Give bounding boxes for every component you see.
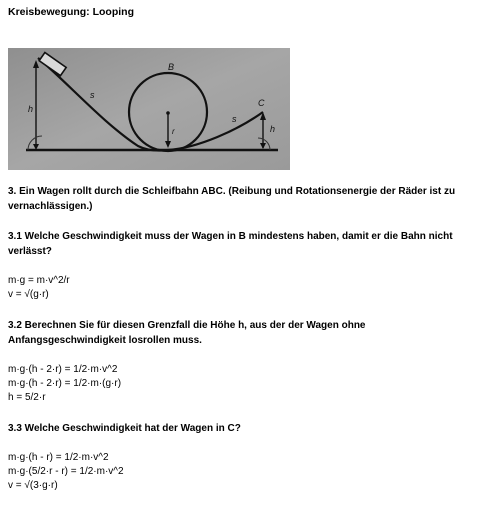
intro-line-1: 3. Ein Wagen rollt durch die Schleifbahn ABC. (Reibung und Rotationsenergie der Räder ist zu [8, 186, 456, 197]
answer-3-3-line-2: m·g·(5/2·r - r) = 1/2·m·v^2 [8, 466, 124, 477]
label-r: r [172, 127, 175, 136]
answer-3-1-line-1: m·g = m·v^2/r [8, 275, 70, 286]
answer-3-3-line-1: m·g·(h - r) = 1/2·m·v^2 [8, 452, 109, 463]
answer-3-1-line-2: v = √(g·r) [8, 289, 49, 300]
question-3-1-line-1: 3.1 Welche Geschwindigkeit muss der Wagen in B mindestens haben, damit er die Bahn nicht [8, 231, 453, 242]
question-3-3: 3.3 Welche Geschwindigkeit hat der Wagen in C? [8, 423, 241, 434]
label-b: B [168, 62, 175, 72]
question-3-2-line-1: 3.2 Berechnen Sie für diesen Grenzfall die Höhe h, aus der der Wagen ohne [8, 320, 366, 331]
question-3-1-line-2: verlässt? [8, 246, 52, 257]
label-h-left: h [28, 104, 34, 114]
page-title: Kreisbewegung: Looping [8, 6, 134, 18]
question-3-2-line-2: Anfangsgeschwindigkeit losrollen muss. [8, 335, 202, 346]
looping-figure [8, 48, 290, 170]
label-s-right: s [232, 114, 237, 124]
answer-3-3-line-3: v = √(3·g·r) [8, 480, 58, 491]
label-h-right: h [270, 124, 276, 134]
label-s-left: s [90, 90, 95, 100]
label-c: C [258, 98, 265, 108]
answer-3-2-line-2: m·g·(h - 2·r) = 1/2·m·(g·r) [8, 378, 122, 389]
answer-3-2-line-1: m·g·(h - 2·r) = 1/2·m·v^2 [8, 364, 118, 375]
intro-line-2: vernachlässigen.) [8, 201, 93, 212]
answer-3-2-line-3: h = 5/2·r [8, 392, 46, 403]
